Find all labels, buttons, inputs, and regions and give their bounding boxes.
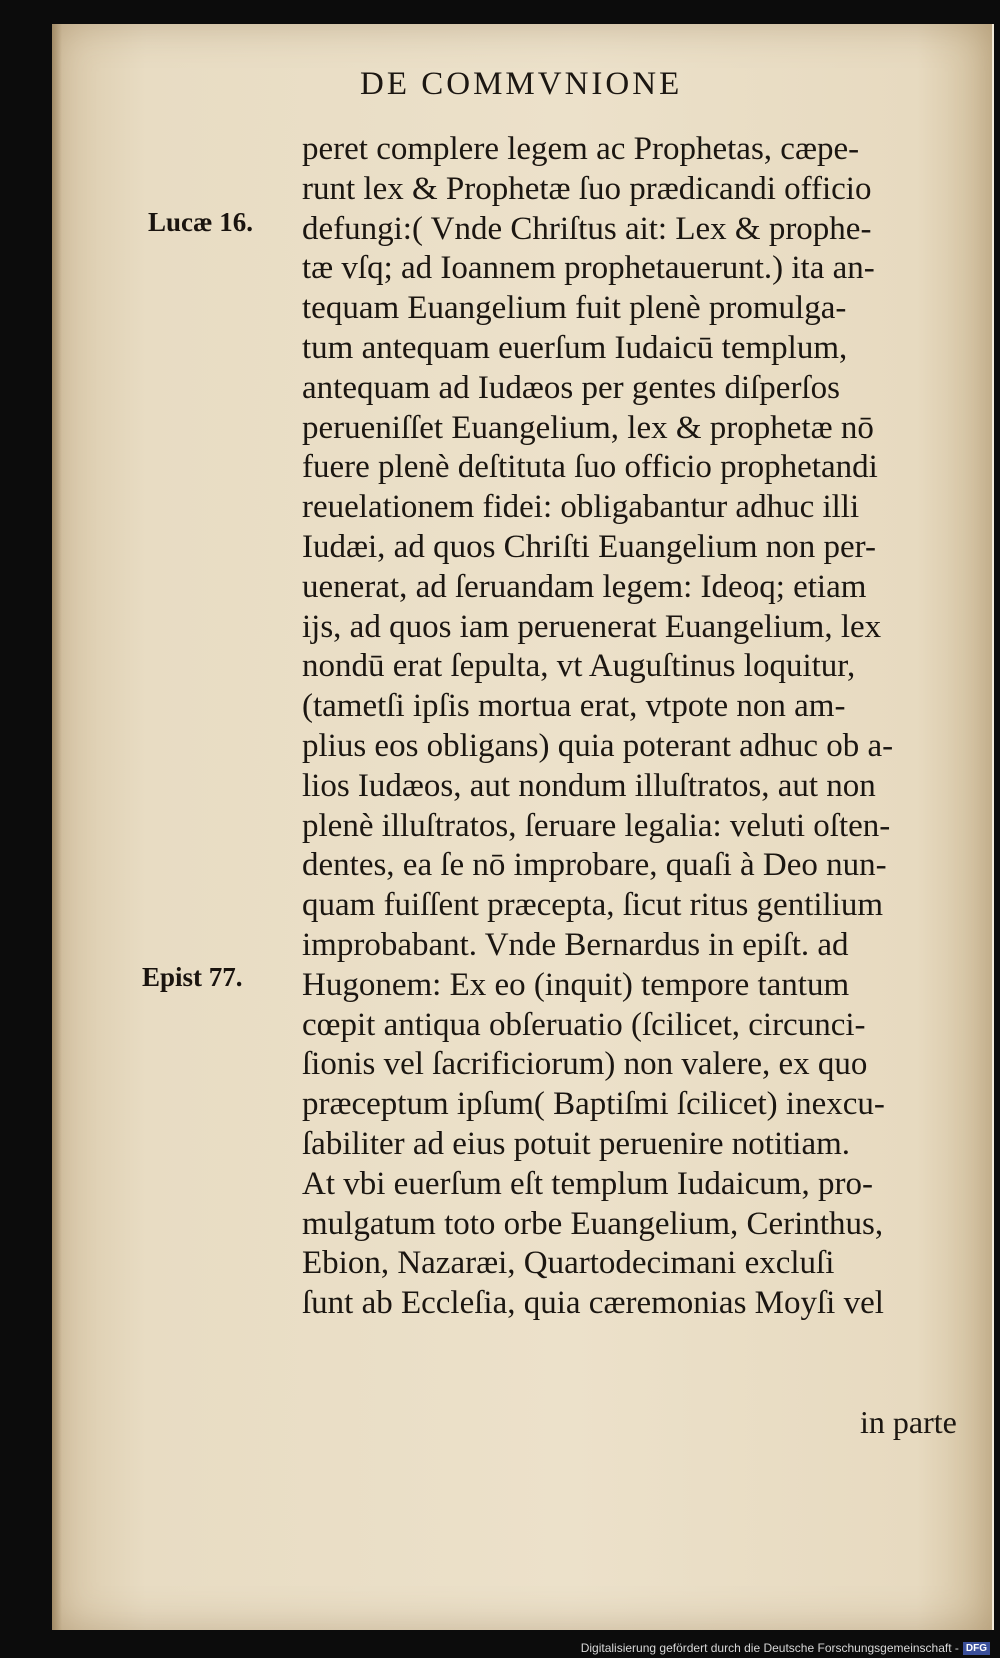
text-line: peret complere legem ac Prophetas, cæpe-: [302, 131, 860, 167]
text-line: Hugonem: Ex eo (inquit) tempore tantum: [302, 967, 850, 1003]
running-head: DE COMMVNIONE: [360, 66, 683, 102]
text-line: uenerat, ad ſeruandam legem: Ideoq; etiam: [302, 569, 867, 605]
text-line: tum antequam euerſum Iudaicū templum,: [302, 330, 848, 366]
text-line: improbabant. Vnde Bernardus in epiſt. ad: [302, 927, 849, 963]
dfg-logo: DFG: [963, 1642, 990, 1655]
text-line: ſabiliter ad eius potuit peruenire notitiam.: [302, 1126, 851, 1162]
text-line: mulgatum toto orbe Euangelium, Cerinthus,: [302, 1206, 884, 1242]
margin-note-lucae: Lucæ 16.: [148, 207, 254, 237]
text-line: At vbi euerſum eſt templum Iudaicum, pro-: [302, 1166, 873, 1202]
text-line: quam fuiſſent præcepta, ſicut ritus gentilium: [302, 887, 884, 923]
text-line: plenè illuſtratos, ſeruare legalia: veluti oſten-: [302, 808, 891, 844]
text-line: reuelationem fidei: obligabantur adhuc illi: [302, 489, 860, 525]
page-gutter-shadow: [52, 24, 62, 1630]
text-line: fuere plenè deſtituta ſuo officio prophetandi: [302, 449, 878, 485]
text-line: runt lex & Prophetæ ſuo prædicandi officio: [302, 171, 872, 207]
catchword: in parte: [860, 1404, 957, 1440]
text-line: Iudæi, ad quos Chriſti Euangelium non per-: [302, 529, 877, 565]
text-line: lios Iudæos, aut nondum illuſtratos, aut non: [302, 768, 876, 804]
text-line: (tametſi ipſis mortua erat, vtpote non am-: [302, 688, 846, 724]
text-line: ijs, ad quos iam peruenerat Euangelium, lex: [302, 609, 882, 645]
text-line: cœpit antiqua obſeruatio (ſcilicet, circunci-: [302, 1007, 866, 1043]
text-line: præceptum ipſum( Baptiſmi ſcilicet) inexcu-: [302, 1086, 885, 1122]
credit-text: Digitalisierung gefördert durch die Deutsche Forschungsgemeinschaft -: [580, 1641, 959, 1655]
text-line: antequam ad Iudæos per gentes diſperſos: [302, 370, 840, 406]
margin-note-epist: Epist 77.: [142, 962, 243, 992]
text-line: defungi:( Vnde Chriſtus ait: Lex & prophe-: [302, 211, 872, 247]
text-line: nondū erat ſepulta, vt Auguſtinus loquitur,: [302, 648, 856, 684]
text-line: tequam Euangelium fuit plenè promulga-: [302, 290, 847, 326]
digitization-credit: [581, 1641, 990, 1655]
text-line: tæ vſq; ad Ioannem prophetauerunt.) ita an-: [302, 250, 875, 286]
text-line: Ebion, Nazaræi, Quartodecimani excluſi: [302, 1245, 835, 1281]
text-line: plius eos obligans) quia poterant adhuc ob a-: [302, 728, 894, 764]
text-line: ſionis vel ſacrificiorum) non valere, ex quo: [302, 1046, 868, 1082]
text-line: ſunt ab Eccleſia, quia cæremonias Moyſi vel: [302, 1285, 884, 1321]
text-line: dentes, ea ſe nō improbare, quaſi à Deo nun-: [302, 847, 887, 883]
text-line: perueniſſet Euangelium, lex & prophetæ nō: [302, 410, 874, 446]
